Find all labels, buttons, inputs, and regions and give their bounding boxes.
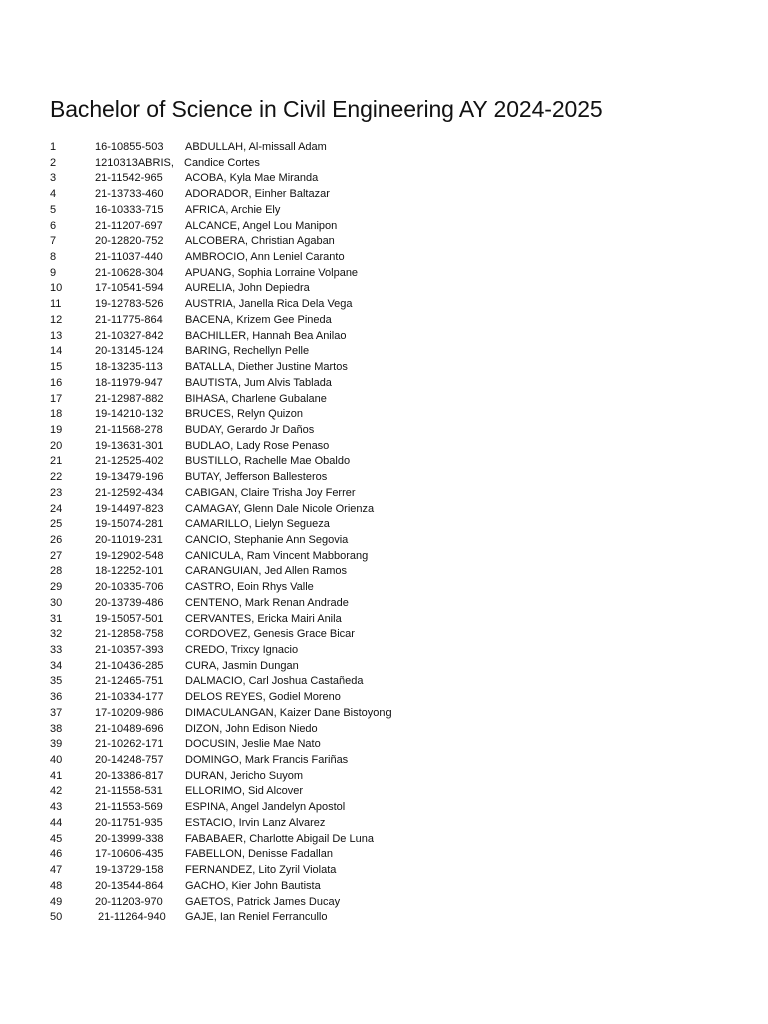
row-number: 32 [50,628,63,641]
student-id: 20-11203-970 [95,895,163,908]
student-name: BUDAY, Gerardo Jr Daños [185,423,315,436]
list-item [0,784,768,800]
student-id: 16-10855-503 [95,141,164,153]
list-item [0,329,768,345]
row-number: 17 [50,392,63,405]
student-name: BIHASA, Charlene Gubalane [185,392,327,405]
row-number: 34 [50,659,63,672]
row-number: 30 [50,596,63,609]
row-number: 35 [50,675,63,688]
list-item [0,769,768,785]
row-number: 7 [50,235,57,248]
student-id: 21-10334-177 [95,691,164,704]
row-number: 47 [50,864,63,877]
student-id: 21-11553-569 [95,801,163,814]
student-name: ABDULLAH, Al-missall Adam [185,141,327,153]
row-number: 38 [50,722,63,735]
student-id: 17-10606-435 [95,848,164,861]
list-item [0,392,768,408]
student-id: 19-14497-823 [95,502,164,515]
student-name: CAMARILLO, Lielyn Segueza [185,518,330,531]
list-item [0,816,768,832]
student-name: ALCOBERA, Christian Agaban [185,235,335,248]
row-number: 16 [50,376,63,389]
student-name: BACENA, Krizem Gee Pineda [185,313,332,326]
student-id: 21-10436-285 [95,659,164,672]
student-name: DOCUSIN, Jeslie Mae Nato [185,738,321,751]
row-number: 28 [50,565,63,578]
list-item [0,690,768,706]
student-id: 21-11264-940 [98,911,166,924]
student-id: 21-11775-864 [95,313,163,326]
row-number: 11 [50,298,62,311]
list-item [0,627,768,643]
list-item [0,344,768,360]
student-name: BARING, Rechellyn Pelle [185,345,310,358]
list-item [0,486,768,502]
student-id: 21-10357-393 [95,644,164,656]
student-id: 21-11542-965 [95,172,163,185]
row-number: 21 [50,455,63,468]
student-id: 19-12902-548 [95,549,164,562]
student-name: AURELIA, John Depiedra [185,282,310,295]
student-name: CORDOVEZ, Genesis Grace Bicar [185,628,355,641]
student-name: BRUCES, Relyn Quizon [185,408,303,421]
student-id: 21-11207-697 [95,219,163,232]
list-item [0,737,768,753]
student-id: 21-12525-402 [95,455,164,468]
student-name: APUANG, Sophia Lorraine Volpane [185,266,359,279]
row-number: 44 [50,816,63,829]
row-number: 37 [50,706,63,719]
row-number: 6 [50,219,57,232]
student-name: DIZON, John Edison Niedo [185,722,318,735]
list-item [0,203,768,219]
row-number: 13 [50,329,63,342]
row-number: 8 [50,251,57,264]
row-number: 27 [50,549,63,562]
student-id: 21-11037-440 [95,251,163,264]
student-id: 20-13145-124 [95,345,164,358]
list-item [0,281,768,297]
student-name: FABELLON, Denisse Fadallan [185,848,333,861]
student-name: BAUTISTA, Jum Alvis Tablada [185,376,332,389]
page-title: Bachelor of Science in Civil Engineering AY 2024-2025 [50,96,603,122]
list-item [0,564,768,580]
row-number: 5 [50,203,57,216]
student-name: CENTENO, Mark Renan Andrade [185,596,349,609]
row-number: 48 [50,879,63,892]
student-id: 20-10335-706 [95,581,164,594]
row-number: 18 [50,408,63,421]
student-name: BACHILLER, Hannah Bea Anilao [185,329,347,342]
row-number: 33 [50,644,63,656]
list-item [0,863,768,879]
row-number: 42 [50,785,63,798]
row-number: 24 [50,502,63,515]
list-item [0,674,768,690]
row-number: 4 [50,188,57,201]
student-list [0,140,768,926]
student-id: 19-12783-526 [95,298,164,311]
student-id: 17-10209-986 [95,706,164,719]
row-number: 40 [50,754,63,767]
student-id: 20-11019-231 [95,533,163,546]
list-item [0,297,768,313]
student-id: 1210313ABRIS, [95,156,174,169]
student-name: AFRICA, Archie Ely [185,203,281,216]
list-item [0,140,768,156]
list-item [0,234,768,250]
row-number: 31 [50,612,63,625]
student-name: DURAN, Jericho Suyom [185,769,303,782]
list-item [0,439,768,455]
row-number: 26 [50,533,63,546]
student-id: 19-15057-501 [95,612,164,625]
student-name: FABABAER, Charlotte Abigail De Luna [185,832,374,845]
row-number: 12 [50,313,63,326]
row-number: 46 [50,848,63,861]
student-name: ALCANCE, Angel Lou Manipon [185,219,338,232]
student-name: CANICULA, Ram Vincent Mabborang [185,549,369,562]
row-number: 14 [50,345,63,358]
row-number: 41 [50,769,63,782]
student-id: 21-11558-531 [95,785,163,798]
student-name: CURA, Jasmin Dungan [185,659,299,672]
student-name: CASTRO, Eoin Rhys Valle [185,581,314,594]
student-id: 16-10333-715 [95,203,164,216]
list-item [0,470,768,486]
student-id: 21-12987-882 [95,392,164,405]
student-name: CERVANTES, Ericka Mairi Anila [185,612,342,625]
student-name: CAMAGAY, Glenn Dale Nicole Orienza [185,502,375,515]
student-name: GAJE, Ian Reniel Ferrancullo [185,911,328,924]
student-id: 19-14210-132 [95,408,164,421]
row-number: 29 [50,581,63,594]
student-name: DELOS REYES, Godiel Moreno [185,691,341,704]
student-name: ADORADOR, Einher Baltazar [185,188,330,201]
list-item [0,313,768,329]
student-name: ESPINA, Angel Jandelyn Apostol [185,801,346,814]
student-id: 21-12858-758 [95,628,164,641]
student-name: CABIGAN, Claire Trisha Joy Ferrer [185,486,356,499]
student-name: ESTACIO, Irvin Lanz Alvarez [185,816,326,829]
row-number: 45 [50,832,63,845]
student-id: 20-13544-864 [95,879,164,892]
student-id: 21-12465-751 [95,675,164,688]
student-name: BUDLAO, Lady Rose Penaso [185,439,330,452]
row-number: 2 [50,156,57,169]
student-name: FERNANDEZ, Lito Zyril Violata [185,864,337,877]
list-item [0,612,768,628]
student-name: BUTAY, Jefferson Ballesteros [185,471,328,484]
row-number: 25 [50,518,63,531]
list-item [0,580,768,596]
student-name: GAETOS, Patrick James Ducay [185,895,341,908]
student-id: 21-10489-696 [95,722,164,735]
list-item [0,517,768,533]
student-id: 18-13235-113 [95,361,163,374]
student-name: GACHO, Kier John Bautista [185,879,321,892]
list-item [0,360,768,376]
list-item [0,219,768,235]
list-item [0,250,768,266]
list-item [0,502,768,518]
row-number: 15 [50,361,63,374]
row-number: 39 [50,738,63,751]
row-number: 19 [50,423,63,436]
student-id: 20-12820-752 [95,235,164,248]
row-number: 43 [50,801,63,814]
student-name: CANCIO, Stephanie Ann Segovia [185,533,349,546]
list-item [0,549,768,565]
student-name: CREDO, Trixcy Ignacio [185,644,299,656]
student-id: 21-13733-460 [95,188,164,201]
student-id: 19-13631-301 [95,439,164,452]
list-item [0,187,768,203]
student-id: 19-13729-158 [95,864,164,877]
list-item [0,706,768,722]
list-item [0,423,768,439]
student-name: DIMACULANGAN, Kaizer Dane Bistoyong [185,706,392,719]
row-number: 3 [50,172,57,185]
list-item [0,800,768,816]
student-id: 20-13999-338 [95,832,164,845]
list-item [0,895,768,911]
student-id: 21-12592-434 [95,486,164,499]
student-name: Candice Cortes [184,156,260,169]
student-id: 17-10541-594 [95,282,164,295]
student-id: 21-10628-304 [95,266,164,279]
student-name: ELLORIMO, Sid Alcover [185,785,303,798]
student-id: 21-11568-278 [95,423,163,436]
list-item [0,407,768,423]
list-item [0,753,768,769]
list-item [0,171,768,187]
student-id: 21-10262-171 [95,738,164,751]
student-id: 20-13386-817 [95,769,164,782]
student-name: CARANGUIAN, Jed Allen Ramos [185,565,347,578]
list-item [0,722,768,738]
student-id: 21-10327-842 [95,329,164,342]
row-number: 50 [50,911,63,924]
student-name: DALMACIO, Carl Joshua Castañeda [185,675,364,688]
student-id: 20-14248-757 [95,754,164,767]
row-number: 20 [50,439,63,452]
list-item [0,910,768,926]
row-number: 23 [50,486,63,499]
row-number: 9 [50,266,57,279]
student-id: 18-11979-947 [95,376,163,389]
list-item [0,643,768,659]
row-number: 10 [50,282,63,295]
list-item [0,596,768,612]
row-number: 36 [50,691,63,704]
student-id: 19-15074-281 [95,518,164,531]
student-name: ACOBA, Kyla Mae Miranda [185,172,319,185]
list-item [0,454,768,470]
list-item [0,879,768,895]
student-id: 20-13739-486 [95,596,164,609]
list-item [0,156,768,172]
student-name: AUSTRIA, Janella Rica Dela Vega [185,298,353,311]
list-item [0,847,768,863]
student-id: 18-12252-101 [95,565,164,578]
row-number: 1 [50,141,57,153]
student-id: 19-13479-196 [95,471,164,484]
student-name: BATALLA, Diether Justine Martos [185,361,348,374]
list-item [0,266,768,282]
student-name: DOMINGO, Mark Francis Fariñas [185,754,349,767]
student-id: 20-11751-935 [95,816,163,829]
list-item [0,659,768,675]
list-item [0,376,768,392]
row-number: 49 [50,895,63,908]
row-number: 22 [50,471,63,484]
list-item [0,533,768,549]
student-name: BUSTILLO, Rachelle Mae Obaldo [185,455,351,468]
list-item [0,832,768,848]
student-name: AMBROCIO, Ann Leniel Caranto [185,251,345,264]
